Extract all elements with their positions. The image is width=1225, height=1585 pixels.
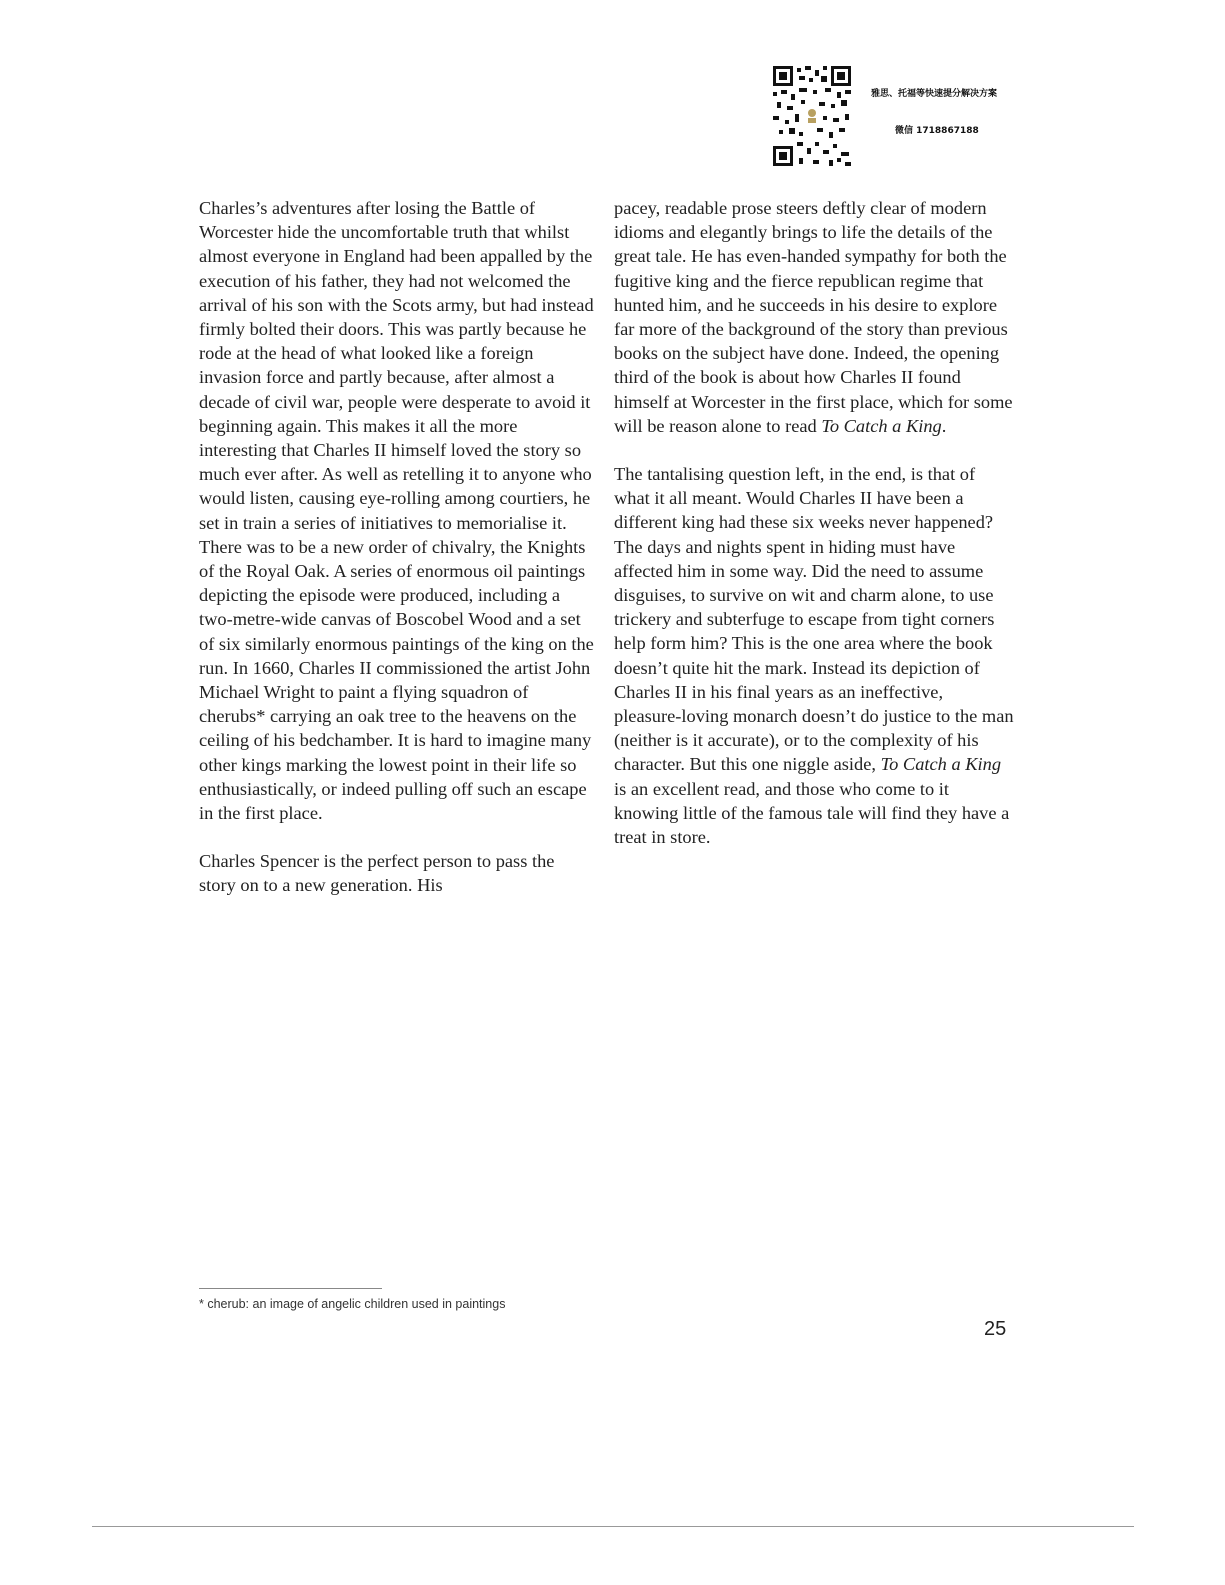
qr-caption-wechat: 微信 1718867188 [895, 126, 979, 136]
right-paragraph-2 [614, 462, 1014, 849]
right-paragraph-1 [614, 196, 1014, 438]
qr-caption-title: 雅思、托福等快速提分解决方案 [871, 89, 998, 99]
right-column [614, 196, 1014, 873]
footnote-divider [199, 1288, 382, 1289]
right-paragraph-1-end: . [941, 415, 947, 436]
left-paragraph-2: Charles Spencer is the perfect person to pass the story on to a new generation. His [199, 851, 555, 896]
right-paragraph-2-text: The tantalising question left, in the end, is that of what it all meant. Would Charles II have been a different king had these six weeks never happened? The days and nights spent in hiding must have affected him in some way. Did the need to assume disguises, to survive on wit and charm alone, to use trickery and subterfuge to escape from tight corners help form him? This is the one area where the book doesn’t quite hit the mark. Instead its depiction of Charles II in his final years as an ineffective, pleasure-loving monarch doesn’t do justice to the man (neither is it accurate), or to the complexity of his character. But this one niggle aside, [614, 464, 1014, 775]
page-bottom-divider [92, 1526, 1134, 1527]
qr-code-icon [773, 66, 851, 166]
left-paragraph-1: Charles’s adventures after losing the Battle of Worcester hide the uncomfortable truth that whilst almost everyone in England had been appalled by the execution of his father, they had not welcomed the arrival of his son with the Scots army, but had instead firmly bolted their doors. This was partly because he rode at the head of what looked like a foreign invasion force and partly because, after almost a decade of civil war, people were desperate to avoid it beginning again. This makes it all the more interesting that Charles II himself loved the story so much ever after. As well as retelling it to anyone who would listen, causing eye-rolling among courtiers, he set in train a series of initiatives to memorialise it. There was to be a new order of chivalry, the Knights of the Royal Oak. A series of enormous oil paintings depicting the episode were produced, including a two-metre-wide canvas of Boscobel Wood and a set of six similarly enormous paintings of the king on the run. In 1660, Charles II commissioned the artist John Michael Wright to paint a flying squadron of cherubs* carrying an oak tree to the heavens on the ceiling of his bedchamber. It is hard to imagine many other kings marking the lowest point in their life so enthusiastically, or indeed pulling off such an escape in the first place. [199, 198, 594, 824]
book-title: To Catch a King [880, 754, 1002, 775]
qr-code-block [773, 66, 1013, 166]
book-title: To Catch a King [821, 415, 942, 436]
page-number: 25 [984, 1318, 1007, 1340]
right-paragraph-2-end: is an excellent read, and those who come to it knowing little of the famous tale will find they have a treat in store. [614, 778, 1010, 848]
footnote: * cherub: an image of angelic children used in paintings [199, 1297, 506, 1311]
right-paragraph-1-text: pacey, readable prose steers deftly clear of modern idioms and elegantly brings to life the details of the great tale. He has even-handed sympathy for both the fugitive king and the fierce republican regime that hunted him, and he succeeds in his desire to explore far more of the background of the story than previous books on the subject have done. Indeed, the opening third of the book is about how Charles II found himself at Worcester in the first place, which for some will be reason alone to read [614, 198, 1013, 436]
left-column [199, 196, 594, 922]
